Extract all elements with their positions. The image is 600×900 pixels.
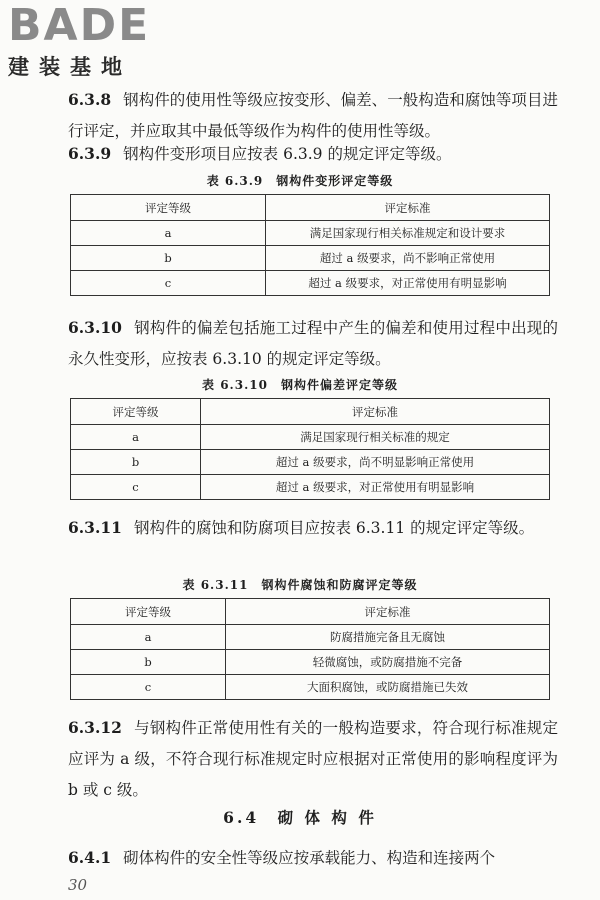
table-header: 评定标准 — [201, 399, 550, 425]
table-header: 评定等级 — [71, 399, 201, 425]
clause-number: 6.3.8 — [68, 90, 112, 109]
table-6-3-11 — [70, 598, 550, 700]
table-row — [71, 450, 550, 475]
clause-6-4-1 — [68, 842, 558, 874]
table-row — [71, 475, 550, 500]
criterion-cell: 满足国家现行相关标准的规定 — [201, 425, 550, 450]
clause-6-3-12 — [68, 712, 558, 806]
table-header: 评定标准 — [266, 195, 550, 221]
grade-cell: c — [71, 271, 266, 296]
table-6-3-9 — [70, 194, 550, 296]
criterion-cell: 超过 a 级要求，对正常使用有明显影响 — [266, 271, 550, 296]
clause-number: 6.4.1 — [68, 848, 112, 867]
table-row — [71, 271, 550, 296]
grade-cell: a — [71, 425, 201, 450]
grade-cell: a — [71, 625, 226, 650]
clause-6-3-11 — [68, 512, 558, 544]
clause-text: 钢构件的偏差包括施工过程中产生的偏差和使用过程中出现的永久性变形，应按表 6.3.10 的规定评定等级。 — [68, 319, 558, 368]
clause-6-3-10 — [68, 312, 558, 375]
section-heading: 6.4 砌 体 构 件 — [223, 808, 377, 827]
clause-number: 6.3.9 — [68, 144, 112, 163]
logo — [8, 0, 151, 80]
grade-cell: c — [71, 475, 201, 500]
table-row — [71, 625, 550, 650]
criterion-cell: 满足国家现行相关标准规定和设计要求 — [266, 221, 550, 246]
clause-text: 与钢构件正常使用性有关的一般构造要求，符合现行标准规定应评为 a 级，不符合现行标准规定时应根据对正常使用的影响程度评为 b 或 c 级。 — [68, 719, 558, 799]
clause-text: 钢构件的使用性等级应按变形、偏差、一般构造和腐蚀等项目进行评定，并应取其中最低等级作为构件的使用性等级。 — [68, 91, 558, 140]
clause-text: 砌体构件的安全性等级应按承载能力、构造和连接两个 — [123, 849, 496, 867]
clause-6-3-9 — [68, 138, 558, 170]
table-row — [71, 650, 550, 675]
criterion-cell: 超过 a 级要求，尚不影响正常使用 — [266, 246, 550, 271]
table-6-3-10 — [70, 398, 550, 500]
table-row — [71, 675, 550, 700]
grade-cell: b — [71, 246, 266, 271]
table-row — [71, 221, 550, 246]
table-header: 评定等级 — [71, 599, 226, 625]
table-caption-6-3-9: 表 6.3.9 钢构件变形评定等级 — [206, 174, 394, 188]
table-header: 评定标准 — [226, 599, 550, 625]
clause-number: 6.3.10 — [68, 318, 122, 337]
logo-subtitle: 建装基地 — [8, 55, 132, 79]
clause-text: 钢构件的腐蚀和防腐项目应按表 6.3.11 的规定评定等级。 — [133, 519, 535, 537]
clause-text: 钢构件变形项目应按表 6.3.9 的规定评定等级。 — [123, 145, 452, 163]
table-row — [71, 425, 550, 450]
criterion-cell: 超过 a 级要求，尚不明显影响正常使用 — [201, 450, 550, 475]
clause-number: 6.3.11 — [68, 518, 122, 537]
criterion-cell: 防腐措施完备且无腐蚀 — [226, 625, 550, 650]
table-header: 评定等级 — [71, 195, 266, 221]
table-row — [71, 246, 550, 271]
grade-cell: b — [71, 450, 201, 475]
grade-cell: c — [71, 675, 226, 700]
grade-cell: a — [71, 221, 266, 246]
table-caption-6-3-11: 表 6.3.11 钢构件腐蚀和防腐评定等级 — [182, 578, 418, 592]
logo-wordmark: BADE — [8, 0, 151, 51]
criterion-cell: 超过 a 级要求，对正常使用有明显影响 — [201, 475, 550, 500]
page-number: 30 — [68, 876, 88, 894]
criterion-cell: 大面积腐蚀，或防腐措施已失效 — [226, 675, 550, 700]
grade-cell: b — [71, 650, 226, 675]
criterion-cell: 轻微腐蚀，或防腐措施不完备 — [226, 650, 550, 675]
table-caption-6-3-10: 表 6.3.10 钢构件偏差评定等级 — [202, 378, 398, 392]
clause-number: 6.3.12 — [68, 718, 122, 737]
